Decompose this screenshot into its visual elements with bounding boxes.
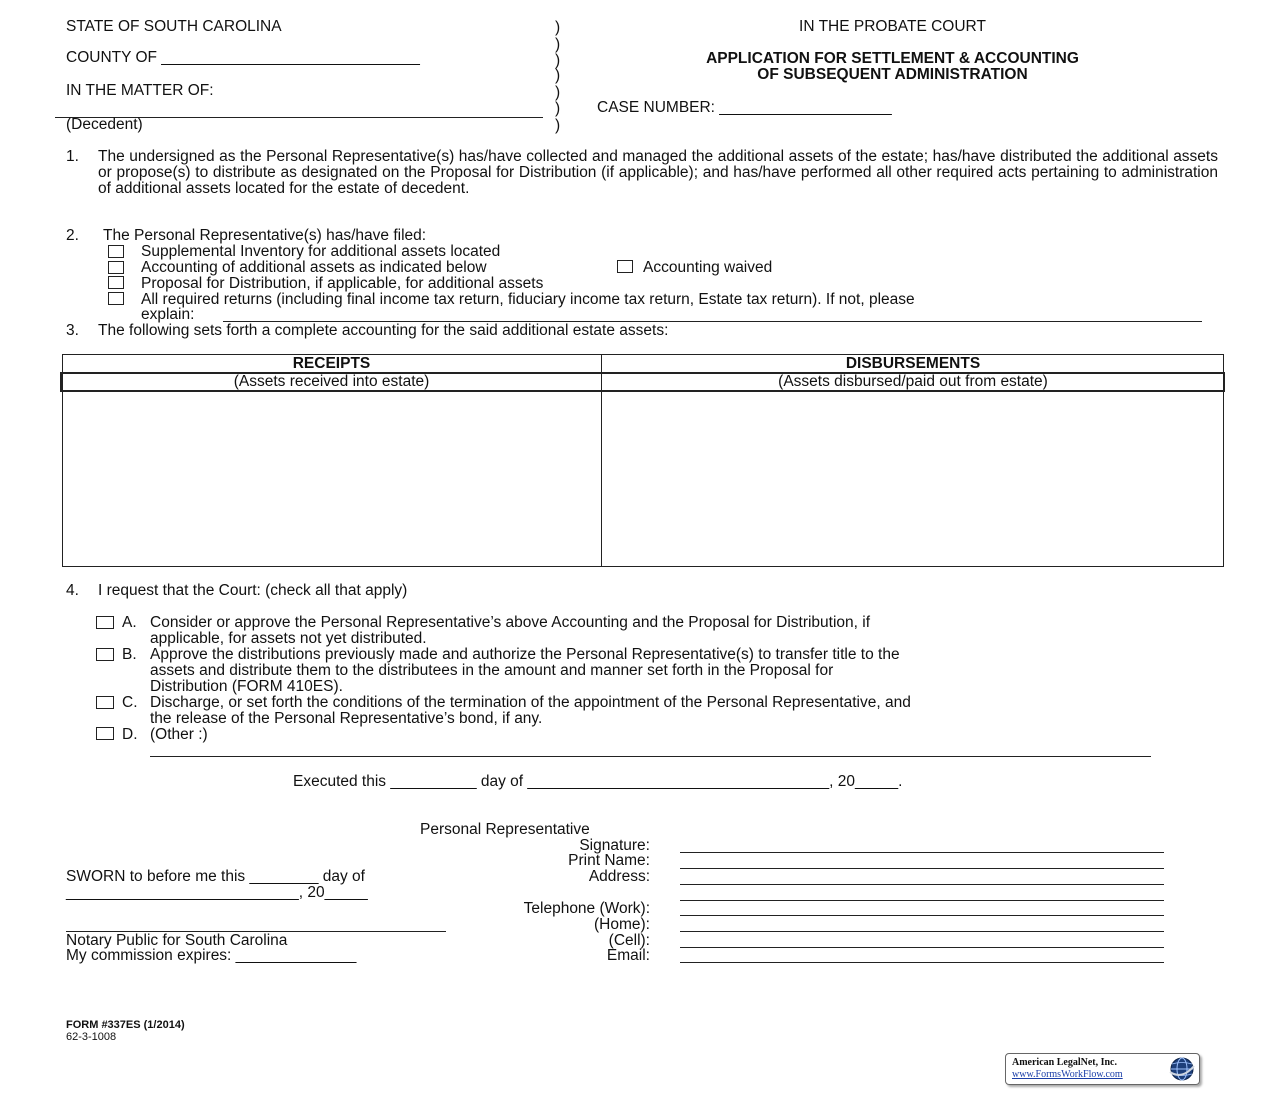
county-field[interactable]: COUNTY OF ______________________________: [66, 49, 420, 66]
table-column-divider: [601, 354, 602, 567]
receipts-entry-area[interactable]: [64, 394, 599, 565]
sworn-year-line[interactable]: ___________________________, 20_____: [66, 884, 368, 901]
tel-work-line[interactable]: [680, 915, 1164, 916]
request-b-line1: Approve the distributions previously made and authorize the Personal Representative(s) to transfer title to the: [150, 646, 900, 663]
form-title-line1: APPLICATION FOR SETTLEMENT & ACCOUNTING: [706, 50, 1079, 67]
request-b-line3: Distribution (FORM 410ES).: [150, 678, 343, 695]
request-b-line2: assets and distribute them to the distributees in the amount and manner set forth in the Proposal for: [150, 662, 834, 679]
request-a-line1: Consider or approve the Personal Representative’s above Accounting and the Proposal for Distribution, if: [150, 614, 871, 631]
tel-cell-label: (Cell):: [608, 932, 650, 949]
item-4-number: 4.: [66, 582, 79, 599]
commission-expires[interactable]: My commission expires: ______________: [66, 947, 357, 964]
request-a-label: A.: [122, 614, 137, 631]
caption-paren: ): [555, 117, 561, 134]
address-line-2[interactable]: [680, 900, 1164, 901]
globe-icon: [1169, 1056, 1195, 1082]
checkbox-request-d[interactable]: [96, 727, 114, 740]
request-c-line2: the release of the Personal Representative’s bond, if any.: [150, 710, 543, 727]
signature-label: Signature:: [579, 837, 650, 854]
disbursements-entry-area[interactable]: [604, 394, 1222, 565]
form-title-line2: OF SUBSEQUENT ADMINISTRATION: [757, 66, 1028, 83]
tel-home-line[interactable]: [680, 931, 1164, 932]
caption-paren: ): [555, 19, 561, 36]
item-4-intro: I request that the Court: (check all that apply): [98, 582, 408, 599]
tel-cell-line[interactable]: [680, 947, 1164, 948]
address-line[interactable]: [680, 884, 1164, 885]
item-1-number: 1.: [66, 148, 79, 165]
checkbox-supplemental-inventory[interactable]: [108, 245, 124, 258]
opt-proposal-distribution: Proposal for Distribution, if applicable, for additional assets: [141, 275, 544, 292]
opt-accounting-additional: Accounting of additional assets as indicated below: [141, 259, 487, 276]
decedent-label: (Decedent): [66, 116, 143, 133]
request-c-label: C.: [122, 694, 138, 711]
state-label: STATE OF SOUTH CAROLINA: [66, 18, 282, 35]
executed-date-line[interactable]: Executed this __________ day of ___________________________________, 20_____.: [293, 773, 903, 790]
opt-supplemental-inventory: Supplemental Inventory for additional assets located: [141, 243, 501, 260]
checkbox-request-a[interactable]: [96, 616, 114, 629]
print-name-line[interactable]: [680, 868, 1164, 869]
print-name-label: Print Name:: [568, 852, 650, 869]
opt-required-returns: All required returns (including final income tax return, fiduciary income tax return, Estate tax return). If not, please: [141, 291, 915, 308]
caption-paren: ): [555, 67, 561, 84]
request-d-line1: (Other :): [150, 726, 208, 743]
request-c-line1: Discharge, or set forth the conditions of the termination of the appointment of the Personal Representative, and: [150, 694, 911, 711]
opt-accounting-waived: Accounting waived: [643, 259, 773, 276]
tel-home-label: (Home):: [594, 916, 650, 933]
other-request-line[interactable]: [150, 756, 1151, 757]
statute-code: 62-3-1008: [66, 1031, 117, 1043]
signature-line[interactable]: [680, 852, 1164, 853]
matter-label: IN THE MATTER OF:: [66, 82, 214, 99]
item-1-text: The undersigned as the Personal Representative(s) has/have collected and managed the additional assets of the estate; has/have distributed the additional assets or propose(s) to distribute as designated on the Proposal for Distribution (if applicable); and has/have performed all other required acts pertaining to administration of additional assets located for the estate of decedent.: [98, 148, 1218, 197]
checkbox-request-b[interactable]: [96, 648, 114, 661]
checkbox-accounting-waived[interactable]: [617, 260, 633, 273]
request-a-line2: applicable, for assets not yet distributed.: [150, 630, 427, 647]
receipts-subheader: (Assets received into estate): [233, 373, 430, 390]
american-legalnet-logo: [1005, 1053, 1200, 1085]
disbursements-subheader: (Assets disbursed/paid out from estate): [778, 373, 1048, 390]
checkbox-required-returns[interactable]: [108, 292, 124, 305]
checkbox-request-c[interactable]: [96, 696, 114, 709]
notary-title: Notary Public for South Carolina: [66, 932, 288, 949]
checkbox-proposal-distribution[interactable]: [108, 276, 124, 289]
caption-paren: ): [555, 100, 561, 117]
item-3-text: The following sets forth a complete accounting for the said additional estate assets:: [98, 322, 669, 339]
receipts-header: RECEIPTS: [292, 355, 371, 372]
logo-company-name: American LegalNet, Inc.: [1012, 1057, 1117, 1068]
caption-paren: ): [555, 36, 561, 53]
address-label: Address:: [588, 868, 650, 885]
email-label: Email:: [606, 947, 650, 964]
case-number-field[interactable]: CASE NUMBER: ____________________: [597, 99, 892, 116]
request-d-label: D.: [122, 726, 138, 743]
item-2-intro: The Personal Representative(s) has/have filed:: [103, 227, 427, 244]
court-label: IN THE PROBATE COURT: [799, 18, 986, 35]
tel-work-label: Telephone (Work):: [523, 900, 650, 917]
form-number: FORM #337ES (1/2014): [66, 1019, 185, 1031]
email-line[interactable]: [680, 962, 1164, 963]
item-2-number: 2.: [66, 227, 79, 244]
explain-label: explain:: [141, 306, 195, 323]
item-3-number: 3.: [66, 322, 79, 339]
sworn-line[interactable]: SWORN to before me this ________ day of: [66, 868, 365, 885]
checkbox-accounting-additional[interactable]: [108, 261, 124, 274]
disbursements-header: DISBURSEMENTS: [845, 355, 981, 372]
caption-paren: ): [555, 52, 561, 69]
pr-heading: Personal Representative: [420, 821, 590, 838]
logo-url-link[interactable]: www.FormsWorkFlow.com: [1012, 1069, 1123, 1080]
caption-paren: ): [555, 84, 561, 101]
request-b-label: B.: [122, 646, 137, 663]
